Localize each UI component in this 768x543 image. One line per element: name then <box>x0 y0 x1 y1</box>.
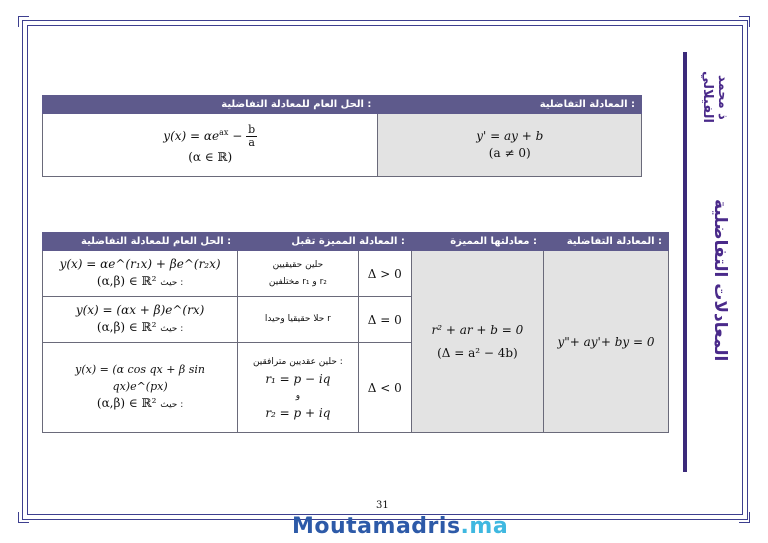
header-solution: الحل العام للمعادلة التفاضلية : <box>43 233 238 251</box>
fraction: $\frac{b}{a}$ <box>248 123 256 149</box>
roots-text: حلين عقديين مترافقين : <box>252 356 343 367</box>
general-solution: $y(x) = \alpha e^{ax}$ − $\frac{b}{a}$ <box>163 123 256 149</box>
crop-mark <box>18 512 29 523</box>
char-equation: r² + ar + b = 0 <box>431 322 524 337</box>
author-name: ذ محمد الفيلالي <box>700 71 730 123</box>
solution-domain: (α,β) ∈ ℝ² حيث : <box>96 396 184 410</box>
header-solution: الحل العام للمعادلة التفاضلية : <box>43 96 378 114</box>
roots-cell <box>238 251 358 297</box>
differential-equation: y"+ ay'+ by = 0 <box>557 334 655 349</box>
sidebar-divider <box>683 52 687 472</box>
roots-cell <box>238 297 358 343</box>
char-equation-cell <box>411 251 543 433</box>
header-equation: المعادلة التفاضلية : <box>378 96 642 114</box>
solution-domain: (α,β) ∈ ℝ² حيث : <box>96 319 184 334</box>
delta-cell: Δ = 0 <box>358 297 411 343</box>
equation-cell <box>378 114 642 177</box>
differential-equation: y' = ay + b <box>476 129 544 143</box>
roots-cell <box>238 343 358 433</box>
roots-text: و <box>295 390 301 401</box>
roots-text: حلين حقيقيين <box>272 259 324 270</box>
discriminant: (Δ = a² − 4b) <box>437 345 518 360</box>
solution-domain: (α ∈ ℝ) <box>188 150 233 164</box>
solution-cell <box>43 343 238 433</box>
second-order-table <box>42 232 669 433</box>
solution-cell <box>43 297 238 343</box>
roots-text: حلا حقيقيا وحيدا r <box>264 314 331 324</box>
delta-cell: Δ > 0 <box>358 251 411 297</box>
solution-formula: y(x) = (αx + β)e^(rx) <box>75 302 205 317</box>
roots-text: مختلفين r₁ و r₂ <box>268 276 327 287</box>
crop-mark <box>18 16 29 27</box>
general-solution-cell <box>43 114 378 177</box>
crop-mark <box>739 16 750 27</box>
page-number: 31 <box>376 500 389 511</box>
delta-cell: Δ < 0 <box>358 343 411 433</box>
header-equation: المعادلة التفاضلية : <box>543 233 668 251</box>
equation-cell <box>543 251 668 433</box>
chapter-title: المعادلات التفاضلية <box>710 198 730 362</box>
solution-formula: y(x) = αe^(r₁x) + βe^(r₂x) <box>59 256 221 271</box>
equation-condition: (a ≠ 0) <box>488 146 531 160</box>
solution-formula: y(x) = (α cos qx + β sin qx)e^(px) <box>75 363 206 393</box>
first-order-table <box>42 95 642 177</box>
header-char-accepts: المعادلة المميزة تقبل : <box>238 233 412 251</box>
root-formula: r₂ = p + iq <box>265 405 331 420</box>
solution-domain: (α,β) ∈ ℝ² حيث : <box>96 273 184 288</box>
root-formula: r₁ = p − iq <box>265 371 331 386</box>
solution-cell <box>43 251 238 297</box>
brand-logo: Moutamadris.ma <box>292 514 509 539</box>
crop-mark <box>739 512 750 523</box>
header-characteristic: معادلتها المميزة : <box>411 233 543 251</box>
